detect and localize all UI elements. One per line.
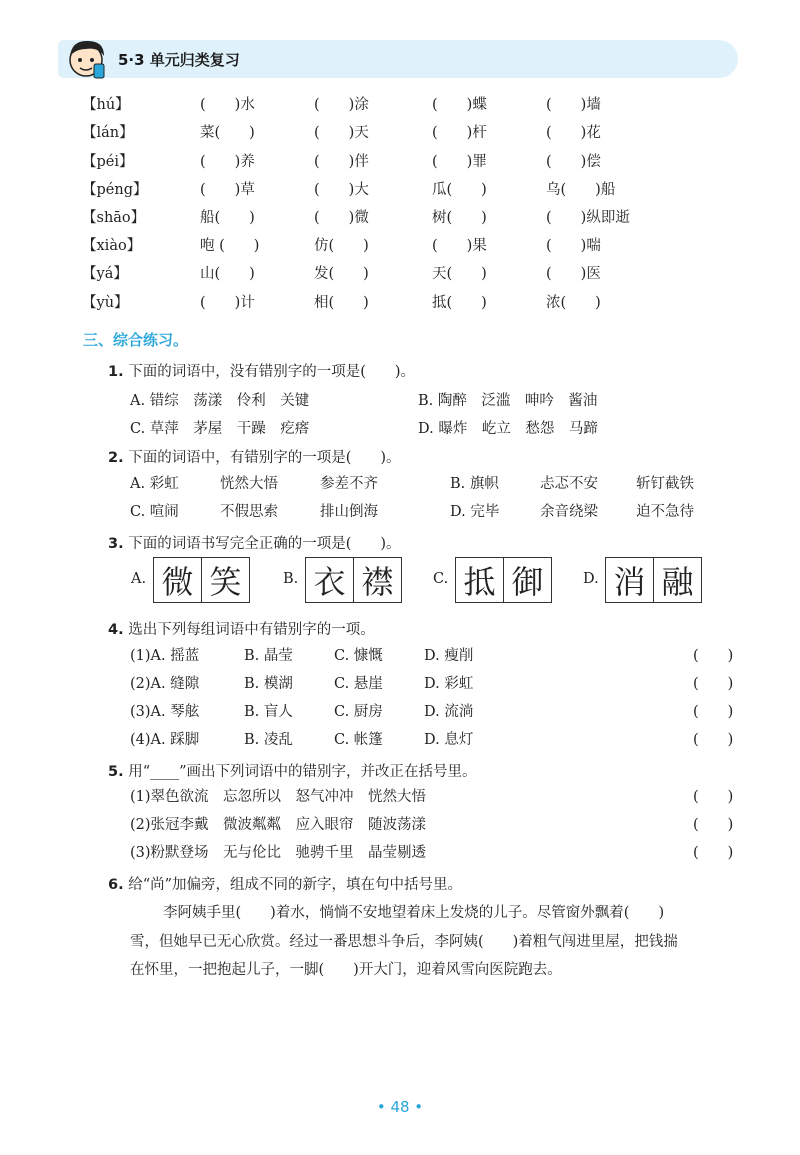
question-number: 3. (108, 536, 124, 552)
fill-blank: 咆 ( ) (200, 238, 260, 254)
q3-option-label: B. (283, 571, 299, 587)
fill-blank: ( )水 (200, 97, 255, 113)
fill-blank: ( )养 (200, 154, 255, 170)
pinyin-row (82, 234, 742, 258)
q4-option: B. 盲人 (244, 704, 293, 720)
pinyin-row (82, 93, 742, 117)
answer-parentheses: ( ) (693, 732, 734, 748)
q5-row: (3)粉默登场 无与伦比 驰骋千里 晶莹剔透 (130, 845, 427, 861)
q4-option: D. 息灯 (424, 732, 474, 748)
fill-blank: ( )杆 (432, 125, 487, 141)
fill-blank: 天( ) (432, 266, 487, 282)
page-number: • 48 • (376, 1098, 424, 1116)
q4-option: D. 瘦削 (424, 648, 474, 664)
fill-blank: ( )伴 (314, 154, 369, 170)
pinyin-label: 【lán】 (82, 125, 134, 141)
fill-blank: ( )罪 (432, 154, 487, 170)
fill-blank: 船( ) (200, 210, 255, 226)
pinyin-label: 【yá】 (82, 266, 128, 282)
q3-option-label: D. (583, 571, 599, 587)
question-number: 2. (108, 450, 124, 466)
fill-blank: ( )喘 (546, 238, 601, 254)
fill-blank: ( )纵即逝 (546, 210, 630, 226)
fill-blank: 山( ) (200, 266, 255, 282)
q4-option: (2)A. 缝隙 (130, 676, 200, 692)
q4-option: D. 流淌 (424, 704, 474, 720)
pinyin-label: 【hú】 (82, 97, 130, 113)
q2-option-cell: 忐忑不安 (540, 476, 598, 492)
pinyin-label: 【péi】 (82, 154, 134, 170)
pinyin-row (82, 150, 742, 174)
q4-option: C. 厨房 (334, 704, 383, 720)
q6-passage-line-2: 雪，但她早已无心欣赏。经过一番思想斗争后，李阿姨( )着粗气闯进里屋，把钱揣 (130, 934, 678, 950)
q4-option: C. 悬崖 (334, 676, 383, 692)
pinyin-row (82, 291, 742, 315)
answer-parentheses: ( ) (693, 676, 734, 692)
fill-blank: ( )花 (546, 125, 601, 141)
char-cell: 抵 (463, 563, 496, 601)
q6-passage-line-1: 李阿姨手里( )着水，惝惝不安地望着床上发烧的儿子。尽管窗外飘着( ) (163, 905, 665, 921)
q4-option: B. 凌乱 (244, 732, 293, 748)
q2-option-cell: 参差不齐 (320, 476, 378, 492)
q2-option-cell: 余音绕梁 (540, 504, 598, 520)
q3-char-box (605, 557, 702, 603)
char-cell: 微 (161, 563, 194, 601)
question-number: 6. (108, 877, 124, 893)
fill-blank: 抵( ) (432, 295, 487, 311)
fill-blank: 树( ) (432, 210, 487, 226)
fill-blank: ( )果 (432, 238, 487, 254)
fill-blank: 浓( ) (546, 295, 601, 311)
question-number: 5. (108, 764, 124, 780)
q3-option-label: A. (131, 571, 147, 587)
char-cell: 消 (613, 563, 646, 601)
fill-blank: ( )偿 (546, 154, 601, 170)
fill-blank: 菜( ) (200, 125, 255, 141)
q2-option-cell: A. 彩虹 (130, 476, 179, 492)
q2-option-cell: C. 喧闹 (130, 504, 179, 520)
char-cell: 御 (503, 558, 551, 602)
q4-option: B. 晶莹 (244, 648, 293, 664)
answer-parentheses: ( ) (693, 789, 734, 805)
question-5 (108, 760, 477, 781)
section-title: 三、综合练习。 (83, 331, 189, 349)
fill-blank: ( )天 (314, 125, 369, 141)
question-text: 用“____”画出下列词语中的错别字，并改正在括号里。 (128, 764, 477, 780)
answer-parentheses: ( ) (693, 845, 734, 861)
pinyin-label: 【xiào】 (82, 238, 142, 254)
mascot-icon (64, 34, 112, 84)
char-cell: 融 (653, 558, 701, 602)
answer-parentheses: ( ) (693, 704, 734, 720)
answer-parentheses: ( ) (693, 817, 734, 833)
fill-blank: 瓜( ) (432, 182, 487, 198)
q2-option-cell: 斩钉截铁 (636, 476, 694, 492)
question-text: 下面的词语书写完全正确的一项是( )。 (128, 536, 401, 552)
fill-blank: ( )计 (200, 295, 255, 311)
q2-option-cell: 迫不急待 (636, 504, 694, 520)
q3-char-box (305, 557, 402, 603)
q3-char-box (153, 557, 250, 603)
q2-option-cell: 恍然大悟 (220, 476, 278, 492)
q3-char-box (455, 557, 552, 603)
q2-option-cell: 不假思索 (220, 504, 278, 520)
char-cell: 笑 (201, 558, 249, 602)
pinyin-row (82, 178, 742, 202)
question-number: 1. (108, 364, 124, 380)
fill-blank: ( )微 (314, 210, 369, 226)
question-4 (108, 618, 375, 639)
question-6 (108, 873, 462, 894)
fill-blank: ( )草 (200, 182, 255, 198)
q1-option-c: C. 草萍 茅屋 干躁 疙瘩 (130, 421, 310, 437)
q5-row: (2)张冠李戴 微波粼粼 应入眼帘 随波荡漾 (130, 817, 427, 833)
q4-option: (4)A. 踩脚 (130, 732, 200, 748)
question-2 (108, 446, 401, 467)
fill-blank: 发( ) (314, 266, 369, 282)
q1-option-a: A. 错综 荡漾 伶利 关键 (130, 393, 310, 409)
char-cell: 衣 (313, 563, 346, 601)
q4-option: C. 帐篷 (334, 732, 383, 748)
answer-parentheses: ( ) (693, 648, 734, 664)
q4-option: C. 慷慨 (334, 648, 383, 664)
question-text: 下面的词语中，没有错别字的一项是( )。 (128, 364, 416, 380)
question-number: 4. (108, 622, 124, 638)
question-3 (108, 532, 401, 553)
q2-option-cell: D. 完毕 (450, 504, 500, 520)
q4-option: D. 彩虹 (424, 676, 474, 692)
question-text: 下面的词语中，有错别字的一项是( )。 (128, 450, 401, 466)
q4-option: B. 模湖 (244, 676, 293, 692)
pinyin-label: 【shāo】 (82, 210, 146, 226)
pinyin-row (82, 121, 742, 145)
q1-option-d: D. 曝炸 屹立 愁怨 马蹄 (418, 421, 598, 437)
q2-option-cell: 排山倒海 (320, 504, 378, 520)
header-title: 5·3 单元归类复习 (118, 51, 240, 69)
q1-option-b: B. 陶醉 泛滥 呻吟 酱油 (418, 393, 598, 409)
fill-blank: ( )涂 (314, 97, 369, 113)
question-1 (108, 360, 415, 381)
q4-option: (3)A. 琴舷 (130, 704, 200, 720)
fill-blank: ( )蝶 (432, 97, 487, 113)
q3-option-label: C. (433, 571, 449, 587)
pinyin-label: 【péng】 (82, 182, 148, 198)
q4-option: (1)A. 摇蓝 (130, 648, 200, 664)
fill-blank: ( )墙 (546, 97, 601, 113)
char-cell: 襟 (353, 558, 401, 602)
q6-passage-line-3: 在怀里，一把抱起儿子，一脚( )开大门，迎着风雪向医院跑去。 (130, 962, 562, 978)
fill-blank: ( )大 (314, 182, 369, 198)
fill-blank: 乌( )船 (546, 182, 616, 198)
pinyin-label: 【yù】 (82, 295, 129, 311)
question-text: 选出下列每组词语中有错别字的一项。 (128, 622, 375, 638)
pinyin-row (82, 262, 742, 286)
q2-option-cell: B. 旗帜 (450, 476, 499, 492)
fill-blank: 仿( ) (314, 238, 369, 254)
q5-row: (1)翠色欲流 忘忽所以 怒气冲冲 恍然大悟 (130, 789, 427, 805)
pinyin-row (82, 206, 742, 230)
fill-blank: 相( ) (314, 295, 369, 311)
question-text: 给“尚”加偏旁，组成不同的新字，填在句中括号里。 (128, 877, 463, 893)
fill-blank: ( )医 (546, 266, 601, 282)
